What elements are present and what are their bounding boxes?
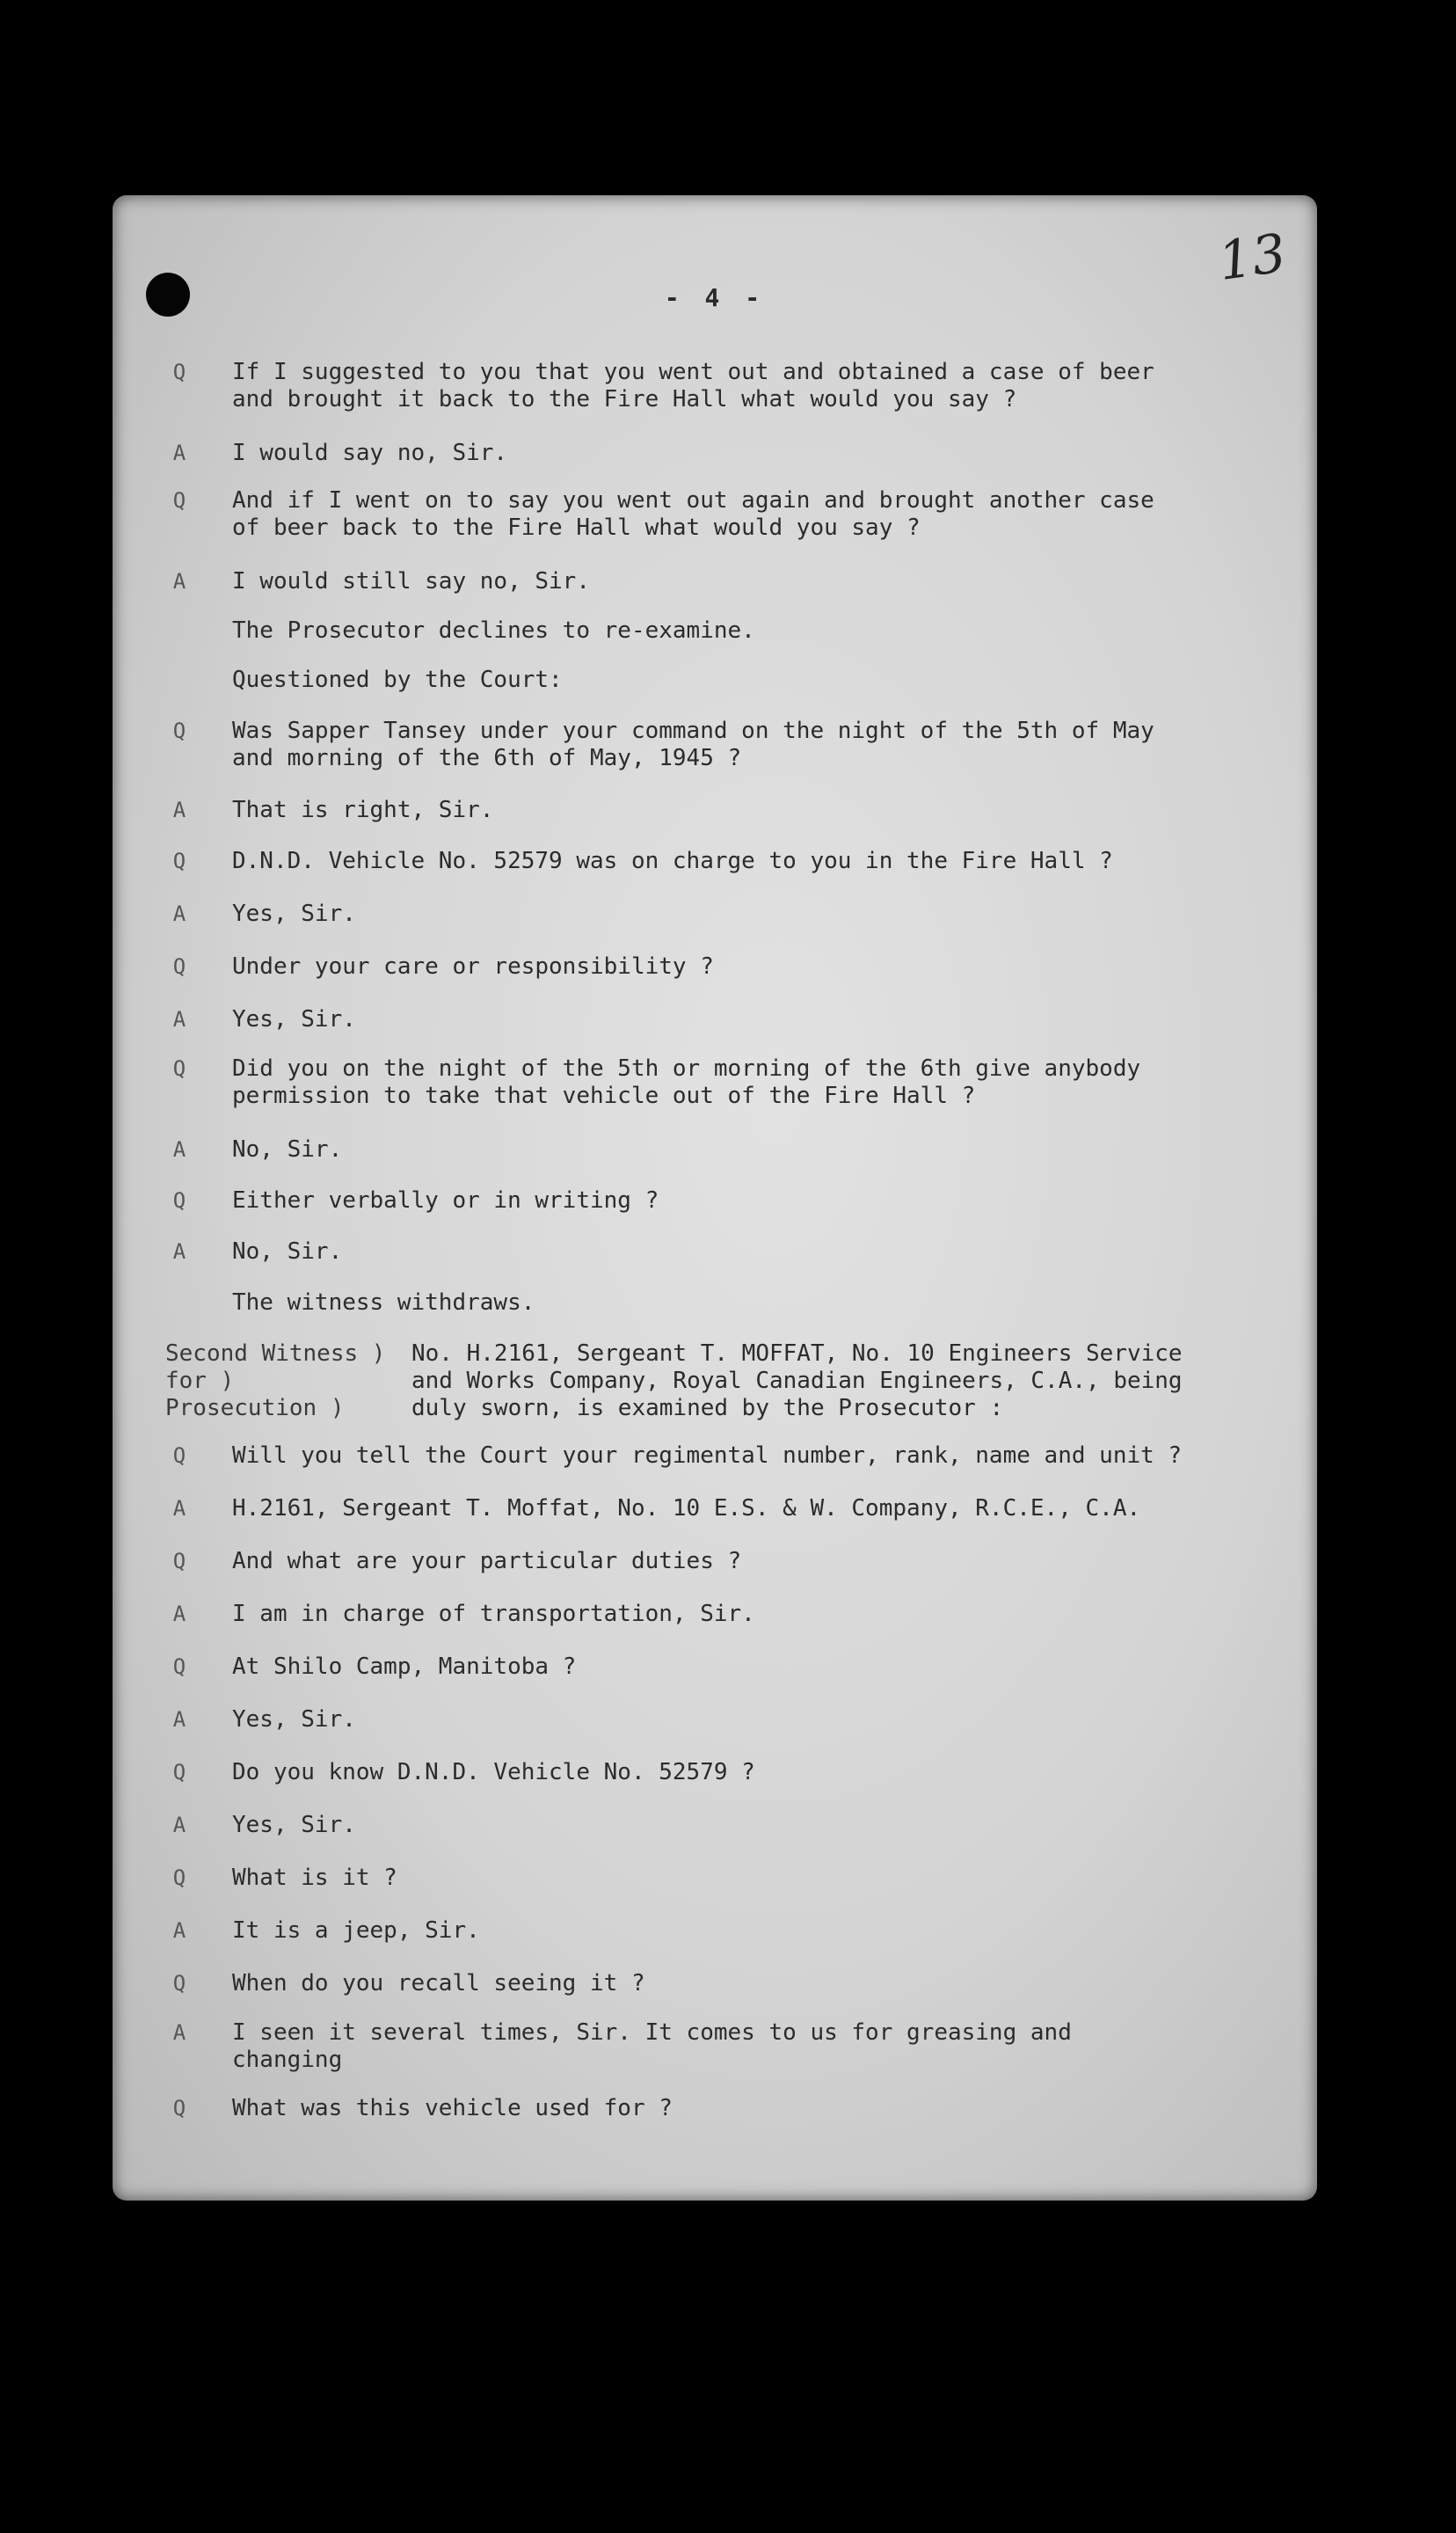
entry-text: If I suggested to you that you went out and obtained a case of beer and brought it back to the Fire Hall what would you say ? bbox=[232, 359, 1154, 412]
speaker-label: Q bbox=[172, 1654, 186, 1679]
speaker-label: Q bbox=[172, 2096, 186, 2121]
speaker-label: A bbox=[172, 1707, 186, 1732]
speaker-label: A bbox=[172, 1813, 186, 1837]
speaker-label: A bbox=[172, 1496, 186, 1521]
entry-text: And what are your particular duties ? bbox=[232, 1548, 742, 1574]
speaker-label: Q bbox=[172, 1056, 186, 1081]
entry-text: Either verbally or in writing ? bbox=[232, 1187, 659, 1214]
entry-text: Questioned by the Court: bbox=[232, 667, 563, 693]
speaker-label: A bbox=[172, 569, 186, 594]
entry-text: That is right, Sir. bbox=[232, 797, 494, 823]
entry-text: Do you know D.N.D. Vehicle No. 52579 ? bbox=[232, 1759, 755, 1785]
speaker-label: Q bbox=[172, 954, 186, 979]
entry-text: Will you tell the Court your regimental number, rank, name and unit ? bbox=[232, 1442, 1183, 1469]
speaker-label: Q bbox=[172, 1188, 186, 1213]
entry-text: And if I went on to say you went out again and brought another case of beer back to the Fire Hall what would you say ? bbox=[232, 487, 1154, 541]
entry-text: When do you recall seeing it ? bbox=[232, 1970, 645, 1996]
entry-text: I am in charge of transportation, Sir. bbox=[232, 1601, 755, 1627]
speaker-label: Q bbox=[172, 1760, 186, 1785]
folio-number: 13 bbox=[1214, 223, 1290, 293]
entry-text: It is a jeep, Sir. bbox=[232, 1917, 480, 1944]
speaker-label: A bbox=[172, 1007, 186, 1032]
speaker-label: Q bbox=[172, 719, 186, 743]
entry-text: I would say no, Sir. bbox=[232, 440, 508, 466]
speaker-label: A bbox=[172, 902, 186, 926]
entry-text: Yes, Sir. bbox=[232, 1812, 356, 1838]
document-page bbox=[113, 195, 1317, 2201]
entry-text: I seen it several times, Sir. It comes to us for greasing and changing bbox=[232, 2019, 1072, 2073]
entry-text: What was this vehicle used for ? bbox=[232, 2095, 673, 2121]
speaker-label: A bbox=[172, 1137, 186, 1162]
entry-text: Yes, Sir. bbox=[232, 901, 356, 927]
entry-text: What is it ? bbox=[232, 1865, 397, 1891]
entry-text: Yes, Sir. bbox=[232, 1006, 356, 1033]
speaker-label: A bbox=[172, 2020, 186, 2045]
entry-text: No, Sir. bbox=[232, 1136, 343, 1163]
speaker-label: Q bbox=[172, 1549, 186, 1573]
entry-text: At Shilo Camp, Manitoba ? bbox=[232, 1653, 577, 1680]
speaker-label: A bbox=[172, 441, 186, 465]
entry-text: H.2161, Sergeant T. Moffat, No. 10 E.S. & W. Company, R.C.E., C.A. bbox=[232, 1495, 1141, 1522]
speaker-label: A bbox=[172, 798, 186, 822]
speaker-label: A bbox=[172, 1239, 186, 1264]
speaker-label: A bbox=[172, 1918, 186, 1943]
speaker-label: A bbox=[172, 1602, 186, 1626]
speaker-label: Q bbox=[172, 849, 186, 873]
speaker-label: Q bbox=[172, 488, 186, 513]
entry-text: I would still say no, Sir. bbox=[232, 568, 590, 595]
witness-intro: No. H.2161, Sergeant T. MOFFAT, No. 10 Engineers Service and Works Company, Royal Canadian Engineers, C.A., being duly sworn, is examined by the Prosecutor : bbox=[411, 1340, 1183, 1421]
speaker-label: Q bbox=[172, 1971, 186, 1996]
entry-text: Did you on the night of the 5th or morning of the 6th give anybody permission to take that vehicle out of the Fire Hall ? bbox=[232, 1055, 1141, 1109]
entry-text: Under your care or responsibility ? bbox=[232, 953, 714, 980]
speaker-label: Q bbox=[172, 1865, 186, 1890]
entry-text: Yes, Sir. bbox=[232, 1706, 356, 1733]
page-number: - 4 - bbox=[664, 283, 766, 312]
entry-text: No, Sir. bbox=[232, 1238, 343, 1265]
entry-text: The Prosecutor declines to re-examine. bbox=[232, 617, 755, 644]
speaker-label: Q bbox=[172, 360, 186, 384]
witness-label: Second Witness ) for ) Prosecution ) bbox=[165, 1340, 386, 1421]
speaker-label: Q bbox=[172, 1443, 186, 1468]
entry-text: Was Sapper Tansey under your command on the night of the 5th of May and morning of the 6th of May, 1945 ? bbox=[232, 718, 1154, 771]
entry-text: The witness withdraws. bbox=[232, 1289, 535, 1316]
entry-text: D.N.D. Vehicle No. 52579 was on charge to you in the Fire Hall ? bbox=[232, 848, 1113, 874]
